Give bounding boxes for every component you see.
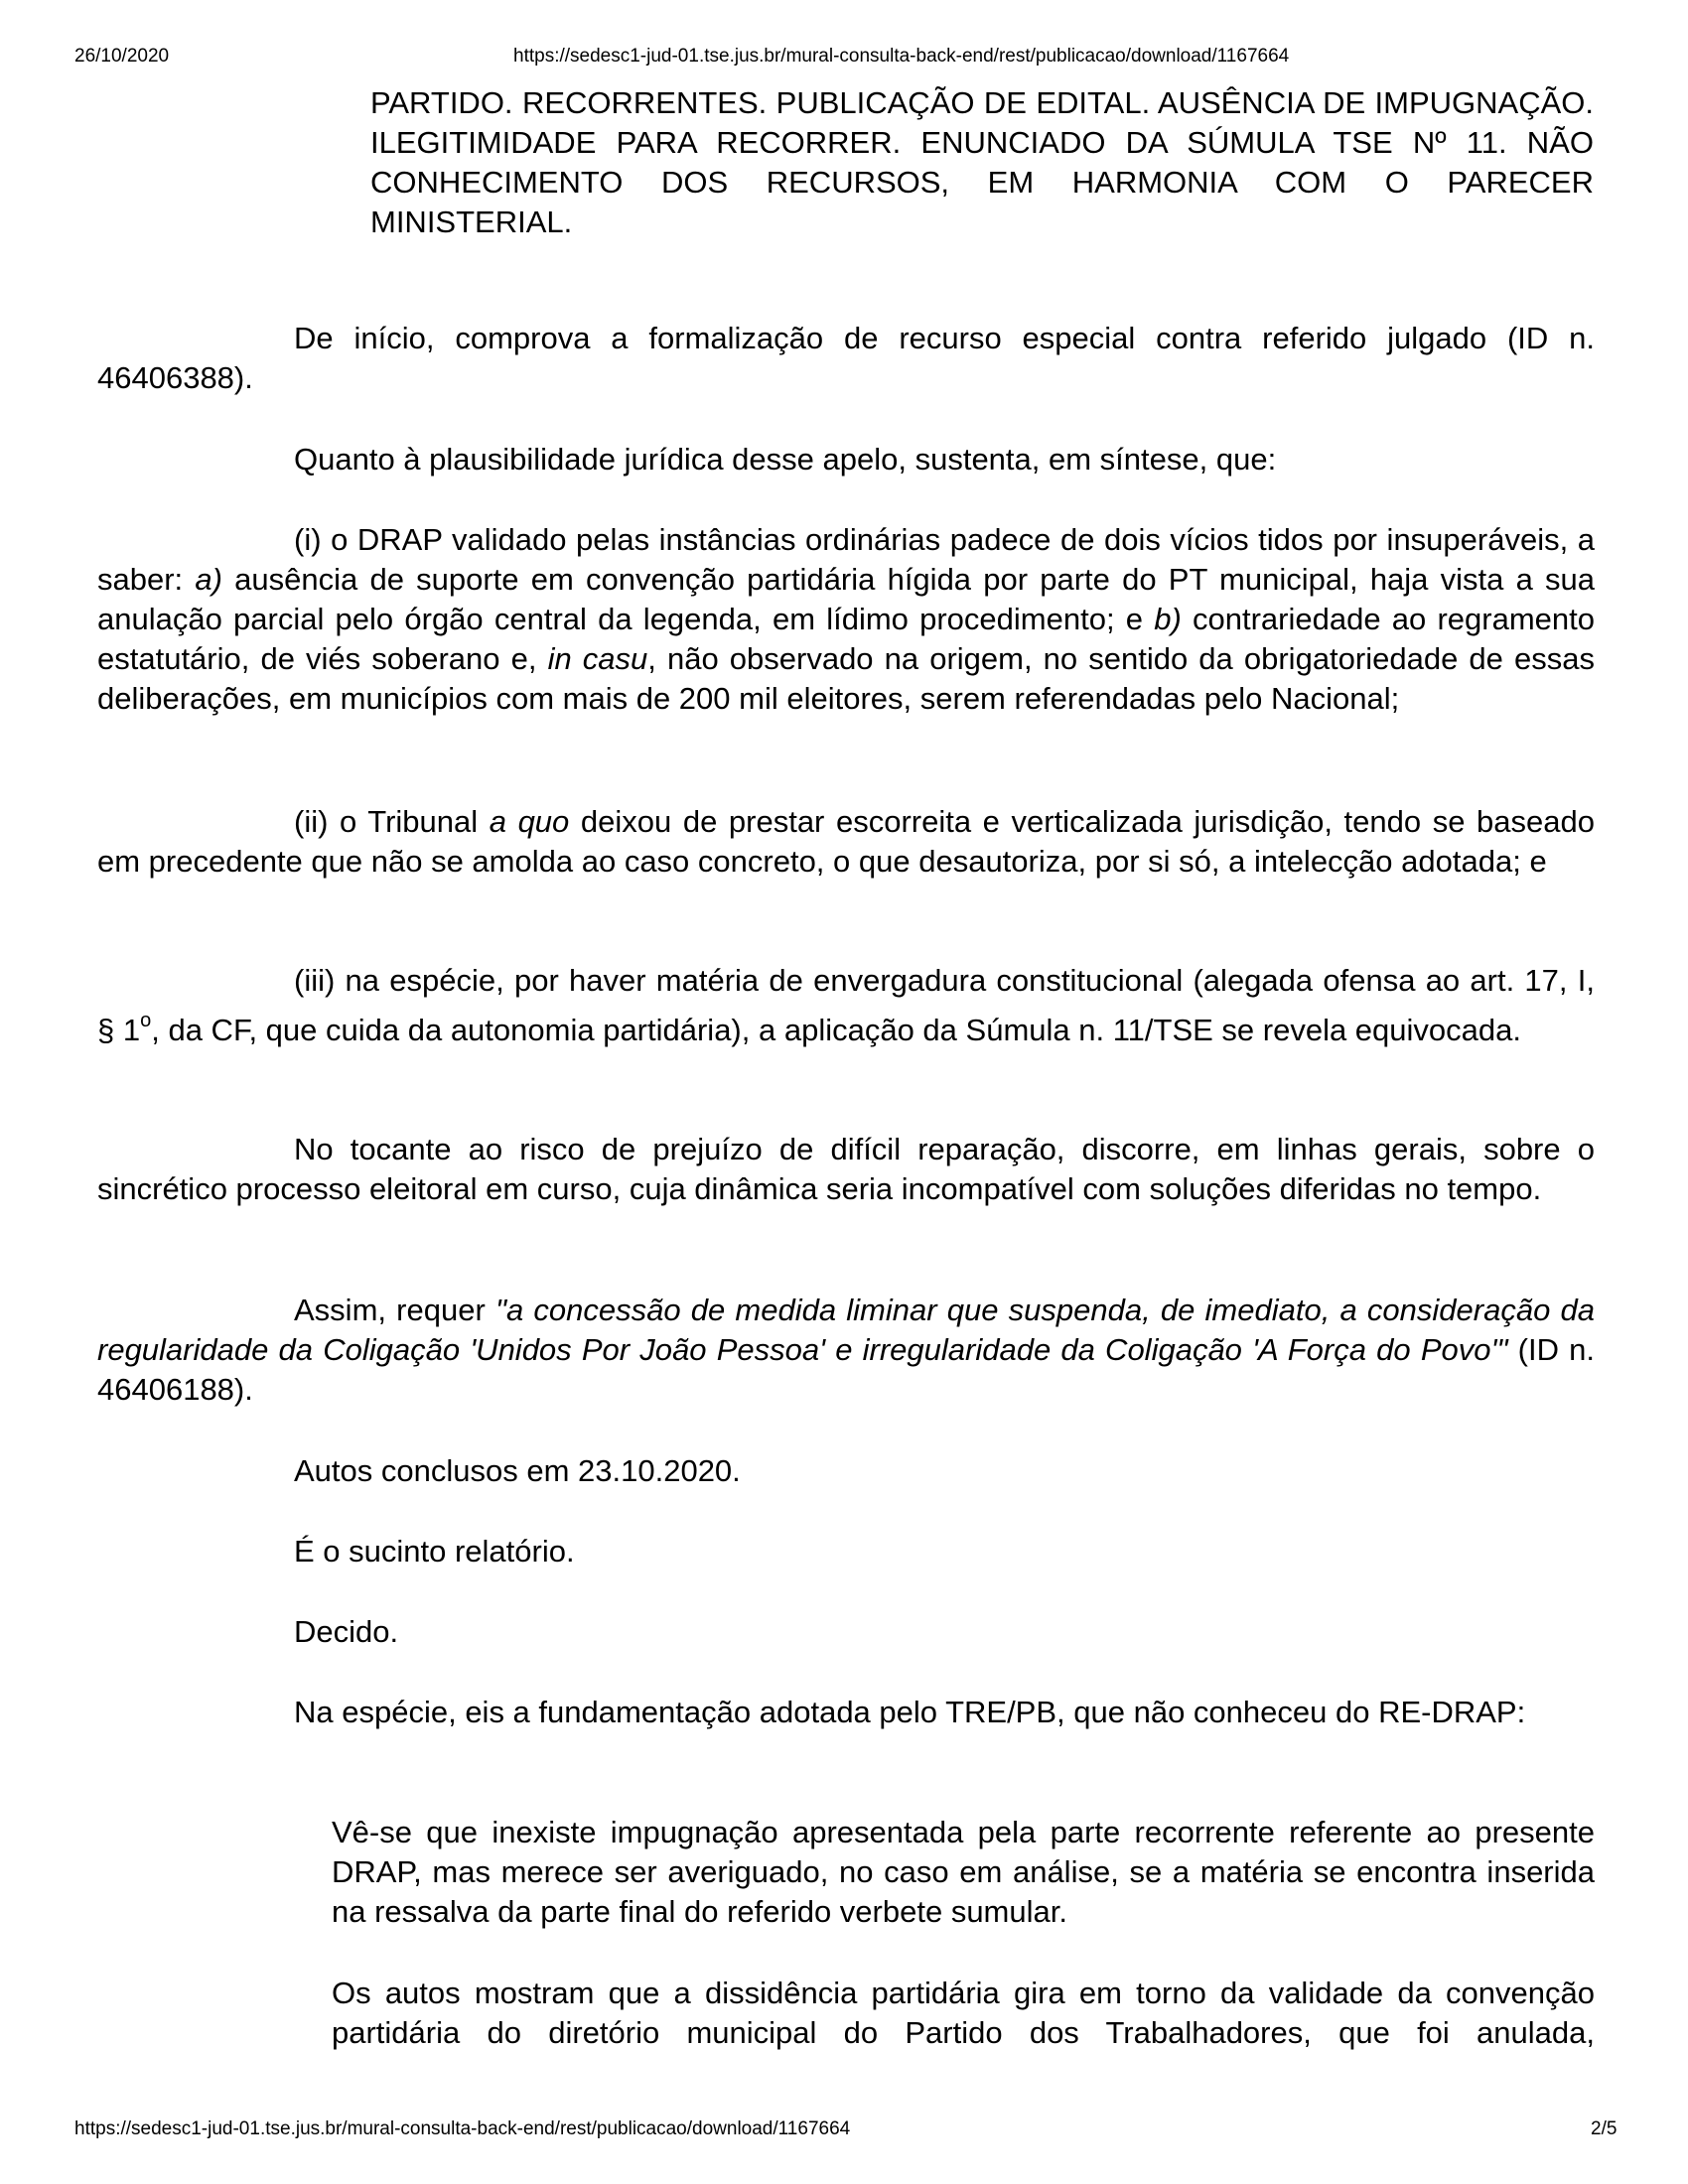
paragraph-item-iii [97,961,1595,1050]
item-iii-text-1: (iii) na espécie, por haver matéria de envergadura constitucional (alegada ofensa ao art. 17, I, § 1 [97,963,1595,1047]
paragraph-fundamentacao-intro: Na espécie, eis a fundamentação adotada pelo TRE/PB, que não conheceu do RE-DRAP: [294,1695,1526,1729]
paragraph-recurso-especial: De início, comprova a formalização de recurso especial contra referido julgado (ID n. 46406388). [97,321,1595,395]
print-date: 26/10/2020 [74,46,170,67]
paragraph-risco-prejuizo: No tocante ao risco de prejuízo de difícil reparação, discorre, em linhas gerais, sobre o sincrético processo eleitoral em curso, cuja dinâmica seria incompatível com soluções diferidas no tempo. [97,1132,1595,1206]
requerimento-text-2: (ID n. 46406188). [97,1332,1595,1407]
item-i-text-4: , não observado na origem, no sentido da obrigatoriedade de essas deliberações, em municípios com mais de 200 mil eleitores, serem referendadas pelo Nacional; [97,641,1595,716]
item-ii-text-2: deixou de prestar escorreita e verticalizada jurisdição, tendo se baseado em precedente que não se amolda ao caso concreto, o que desautoriza, por si só, a intelecção adotada; e [97,804,1595,879]
quote-paragraph-1: Vê-se que inexiste impugnação apresentada pela parte recorrente referente ao presente DRAP, mas merece ser averiguado, no caso em análise, se a matéria se encontra inserida na ressalva da parte final do referido verbete sumular. [332,1815,1595,1929]
paragraph-decido: Decido. [294,1614,399,1649]
paragraph-item-i [97,520,1595,719]
requerimento-italic-quote: "a concessão de medida liminar que suspenda, de imediato, a consideração da regularidade da Coligação 'Unidos Por João Pessoa' e irregularidade da Coligação 'A Força do Povo'" [97,1293,1595,1367]
item-i-italic-b: b) [1154,602,1182,636]
item-i-italic-a: a) [195,562,222,597]
item-i-text-3: contrariedade ao regramento estatutário, de viés soberano e, [97,602,1595,676]
item-i-text-2: ausência de suporte em convenção partidária hígida por parte do PT municipal, haja vista a sua anulação parcial pelo órgão central da legenda, em lídimo procedimento; e [97,562,1595,636]
item-i-italic-in-casu: in casu [547,641,648,676]
item-ii-text-1: (ii) o Tribunal [294,804,490,839]
item-i-text-1: (i) o DRAP validado pelas instâncias ordinárias padece de dois vícios tidos por insuperáveis, a saber: [97,522,1595,597]
requerimento-text-1: Assim, requer [294,1293,495,1327]
print-header-url: https://sedesc1-jud-01.tse.jus.br/mural-consulta-back-end/rest/publicacao/download/1167664 [513,46,1290,67]
item-iii-text-2: , da CF, que cuida da autonomia partidária), a aplicação da Súmula n. 11/TSE se revela equivocada. [151,1013,1521,1047]
item-ii-italic-a-quo: a quo [489,804,570,839]
ementa-text: PARTIDO. RECORRENTES. PUBLICAÇÃO DE EDITAL. AUSÊNCIA DE IMPUGNAÇÃO. ILEGITIMIDADE PARA RECORRER. ENUNCIADO DA SÚMULA TSE Nº 11. NÃO CONHECIMENTO DOS RECURSOS, EM HARMONIA COM O PARECER MINISTERIAL. [370,85,1594,239]
print-footer-url: https://sedesc1-jud-01.tse.jus.br/mural-consulta-back-end/rest/publicacao/download/1167664 [74,2118,851,2139]
paragraph-relatorio: É o sucinto relatório. [294,1534,575,1569]
paragraph-item-ii [97,802,1595,882]
paragraph-autos-conclusos: Autos conclusos em 23.10.2020. [294,1453,741,1488]
item-iii-superscript: o [140,1010,152,1031]
paragraph-requerimento [97,1291,1595,1410]
paragraph-plausibilidade: Quanto à plausibilidade jurídica desse apelo, sustenta, em síntese, que: [294,442,1277,477]
quote-paragraph-2: Os autos mostram que a dissidência partidária gira em torno da validade da convenção partidária do diretório municipal do Partido dos Trabalhadores, que foi anulada, [332,1976,1595,2050]
page-number: 2/5 [1591,2118,1618,2139]
